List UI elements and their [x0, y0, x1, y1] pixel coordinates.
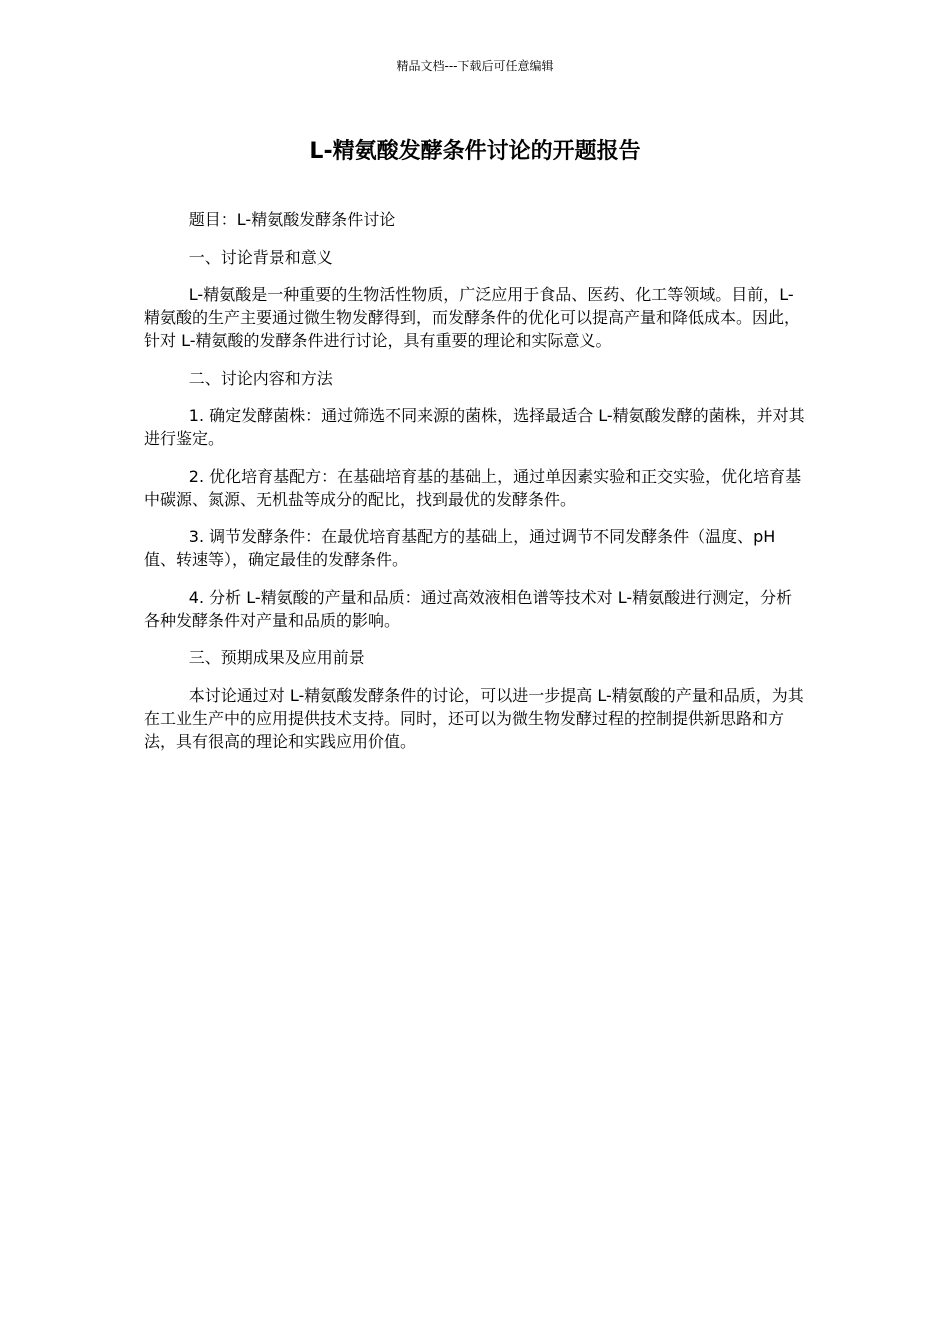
document-body [144, 208, 806, 767]
header-note: 精品文档---下载后可任意编辑 [396, 59, 554, 73]
method-item-4: 4. 分析 L-精氨酸的产量和品质：通过高效液相色谱等技术对 L-精氨酸进行测定，分析各种发酵条件对产量和品质的影响。 [144, 587, 793, 630]
background-paragraph: L-精氨酸是一种重要的生物活性物质，广泛应用于食品、医药、化工等领域。目前，L-精氨酸的生产主要通过微生物发酵得到，而发酵条件的优化可以提高产量和降低成本。因此，针对 L-精氨酸的发酵条件进行讨论，具有重要的理论和实际意义。 [144, 285, 801, 350]
method-item-2: 2. 优化培育基配方：在基础培育基的基础上，通过单因素实验和正交实验，优化培育基中碳源、氮源、无机盐等成分的配比，找到最优的发酵条件。 [144, 466, 802, 509]
outcomes-paragraph: 本讨论通过对 L-精氨酸发酵条件的讨论，可以进一步提高 L-精氨酸的产量和品质，为其在工业生产中的应用提供技术支持。同时，还可以为微生物发酵过程的控制提供新思路和方法，具有很高的理论和实践应用价值。 [144, 685, 804, 751]
section-heading-content-methods: 二、讨论内容和方法 [188, 368, 333, 388]
topic-line: 题目：L-精氨酸发酵条件讨论 [188, 210, 396, 229]
method-item-1: 1. 确定发酵菌株：通过筛选不同来源的菌株，选择最适合 L-精氨酸发酵的菌株，并对其进行鉴定。 [144, 406, 805, 448]
document-title: L-精氨酸发酵条件讨论的开题报告 [309, 139, 641, 164]
method-item-3: 3. 调节发酵条件：在最优培育基配方的基础上，通过调节不同发酵条件（温度、pH 值、转速等），确定最佳的发酵条件。 [144, 527, 776, 569]
section-heading-background: 一、讨论背景和意义 [188, 247, 333, 267]
section-heading-outcomes: 三、预期成果及应用前景 [188, 648, 365, 667]
